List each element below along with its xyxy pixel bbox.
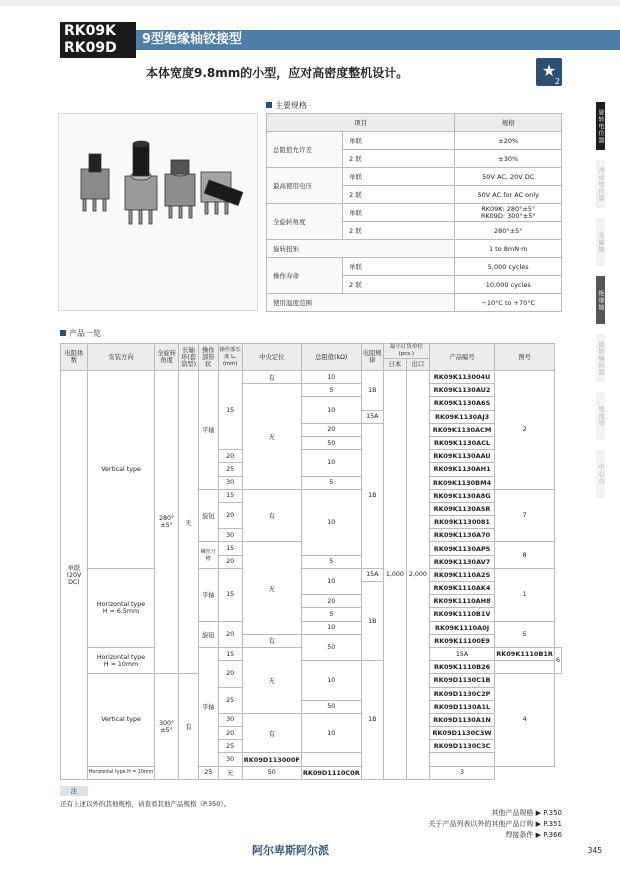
spec-header-row bbox=[267, 114, 562, 132]
col-res: 总阻值(kΩ) bbox=[301, 344, 361, 371]
spec-value: 50V AC, 20V DC bbox=[455, 168, 562, 186]
fig-cell: 7 bbox=[495, 489, 555, 542]
part-number: RK09K1110AK4 bbox=[429, 582, 494, 595]
part-number: RK09K1130AP5 bbox=[429, 542, 494, 555]
part-number: RK09D1130C2P bbox=[429, 687, 494, 700]
res-cell: 10 bbox=[301, 713, 361, 753]
len-cell: 30 bbox=[218, 529, 242, 542]
col-ring: 长轴环(套筒型) bbox=[179, 344, 199, 371]
product-photo bbox=[58, 113, 258, 311]
res-cell: 5 bbox=[301, 476, 361, 489]
taper-cell: 15A bbox=[429, 647, 494, 660]
col-taper: 电阻规律 bbox=[361, 344, 383, 371]
len-cell: 25 bbox=[218, 463, 242, 476]
fig-cell: 1 bbox=[495, 568, 555, 621]
ref-link[interactable]: 焊接条件 ▶ P.366 bbox=[505, 831, 562, 839]
center-cell: 无 bbox=[242, 542, 301, 634]
part-number: RK09K1130AAU bbox=[429, 450, 494, 463]
spec-section-title: 主要规格 bbox=[266, 100, 307, 111]
model-line-2: RK09D bbox=[64, 40, 117, 56]
ring-cell: 无 bbox=[179, 371, 199, 674]
len-cell: 15 bbox=[218, 489, 242, 502]
mount-cell: Vertical type bbox=[87, 371, 154, 569]
part-number: RK09K1110B1V bbox=[429, 608, 494, 621]
res-cell: 10 bbox=[301, 450, 361, 476]
model-line-1: RK09K bbox=[64, 23, 116, 39]
res-cell: 10 bbox=[301, 489, 361, 555]
col-moq: 最小订货单位 (pcs.) bbox=[383, 344, 429, 359]
spec-item: 全旋转角度 bbox=[267, 204, 343, 240]
ref-link[interactable]: 关于产品列表以外的其他产品订购 ▶ P.351 bbox=[428, 820, 562, 828]
part-number: RK09K1110AH8 bbox=[429, 595, 494, 608]
spec-table bbox=[266, 113, 562, 312]
col-units: 电阻体数 bbox=[61, 344, 88, 371]
spec-sub: 2 联 bbox=[343, 186, 455, 204]
part-number: RK09K1130ACL bbox=[429, 436, 494, 449]
part-number: RK09K1110B1R bbox=[495, 647, 555, 660]
center-cell: 无 bbox=[242, 647, 301, 713]
taper-cell: 15A bbox=[361, 410, 383, 423]
table-row bbox=[267, 132, 562, 150]
table-row bbox=[61, 568, 562, 581]
part-number: RK09K1110A2S bbox=[429, 568, 494, 581]
op-cell: 平轴 bbox=[199, 371, 219, 490]
part-number: RK09K1130AJ3 bbox=[429, 410, 494, 423]
len-cell: 25 bbox=[218, 687, 242, 713]
model-badge bbox=[60, 22, 136, 58]
spec-col-spec: 规格 bbox=[455, 114, 562, 132]
col-center: 中央定位 bbox=[242, 344, 301, 371]
subtitle: 本体宽度9.8mm的小型，应对高密度整机设计。 bbox=[146, 66, 409, 80]
part-number: RK09D1130A1N bbox=[429, 713, 494, 726]
spec-sub: 单联 bbox=[343, 168, 455, 186]
product-table bbox=[60, 343, 562, 780]
len-cell: 20 bbox=[218, 555, 242, 568]
fig-cell: 6 bbox=[554, 647, 561, 673]
spec-sub: 单联 bbox=[343, 132, 455, 150]
taper-cell: 1B bbox=[361, 371, 383, 411]
table-row bbox=[61, 766, 562, 779]
taper-cell: 1B bbox=[361, 423, 383, 568]
table-row bbox=[267, 294, 562, 312]
len-cell: 20 bbox=[218, 502, 242, 528]
part-number: RK09K1110B26 bbox=[429, 661, 494, 674]
res-cell: 50 bbox=[301, 700, 361, 713]
units-cell: 单联 (20V DC) bbox=[61, 371, 88, 780]
spec-sub: 2 联 bbox=[343, 276, 455, 294]
page-number: 345 bbox=[587, 846, 602, 855]
col-len: 操作部长度 Lₙ (mm) bbox=[218, 344, 242, 371]
table-row bbox=[61, 371, 562, 384]
spec-sub: 2 联 bbox=[343, 222, 455, 240]
part-number: RK09K11100E9 bbox=[429, 634, 494, 647]
note-text: 还有上述以外的其他规格，请查看其他产品规格（P.350）。 bbox=[60, 800, 231, 808]
res-cell: 10 bbox=[301, 661, 361, 701]
len-cell: 15 bbox=[218, 542, 242, 555]
col-fig: 图号 bbox=[495, 344, 555, 371]
center-cell: 无 bbox=[218, 766, 242, 779]
spec-sub: 2 联 bbox=[343, 150, 455, 168]
taper-cell: 15A bbox=[361, 568, 383, 581]
star-badge-sub: 2 bbox=[554, 77, 560, 86]
star-badge-icon bbox=[536, 58, 562, 86]
spec-value: 1 to 8mN·m bbox=[455, 240, 562, 258]
res-cell: 10 bbox=[301, 397, 361, 423]
angle-cell: 280°±5° bbox=[155, 371, 179, 674]
part-number: RK09K1130081 bbox=[429, 516, 494, 529]
spec-value: ±30% bbox=[455, 150, 562, 168]
note-tag: 注 bbox=[60, 786, 88, 796]
taper-cell: 1B bbox=[361, 661, 383, 780]
spec-value: 50V AC for AC only bbox=[455, 186, 562, 204]
res-cell: 10 bbox=[301, 568, 361, 594]
side-tab-center[interactable]: 中心点 bbox=[596, 450, 605, 498]
part-number: RK09K1130A8G bbox=[429, 489, 494, 502]
mount-cell: Vertical type bbox=[87, 674, 154, 766]
side-tabs bbox=[596, 102, 620, 508]
op-cell: 螺丝刀槽 bbox=[199, 542, 219, 568]
res-cell: 50 bbox=[301, 634, 361, 660]
len-cell: 15 bbox=[218, 568, 242, 621]
part-number: RK09K1130AH1 bbox=[429, 463, 494, 476]
res-cell: 5 bbox=[301, 555, 361, 568]
star-glyph: ★ bbox=[541, 61, 557, 80]
side-tab-battery[interactable]: 电池型 bbox=[596, 392, 605, 440]
res-cell: 10 bbox=[301, 371, 361, 384]
title-bar bbox=[136, 30, 620, 50]
table-row bbox=[267, 204, 562, 222]
part-number: RK09D1110C0R bbox=[301, 766, 361, 779]
len-cell: 20 bbox=[218, 661, 242, 687]
section-square-icon bbox=[266, 102, 272, 108]
center-cell: 有 bbox=[242, 713, 301, 753]
moq-ex-cell: 2,000 bbox=[406, 371, 429, 780]
section-square-icon bbox=[60, 330, 66, 336]
table-row bbox=[267, 168, 562, 186]
fig-cell: 5 bbox=[495, 621, 555, 647]
spec-value: RK09K: 280°±5° RK09D: 300°±5° bbox=[455, 204, 562, 222]
table-row bbox=[267, 240, 562, 258]
spec-sub: 单联 bbox=[343, 204, 455, 222]
op-cell: 平轴 bbox=[199, 568, 219, 621]
mount-cell: Horizontal type H = 10mm bbox=[87, 766, 154, 779]
table-row bbox=[267, 258, 562, 276]
angle-cell: 300°±5° bbox=[155, 674, 179, 780]
spec-item: 最高使用电压 bbox=[267, 168, 343, 204]
part-number: RK09D1130C1B bbox=[429, 674, 494, 687]
res-cell: 20 bbox=[301, 423, 361, 436]
res-cell: 50 bbox=[301, 436, 361, 449]
spec-sub: 单联 bbox=[343, 258, 455, 276]
res-cell: 50 bbox=[242, 766, 301, 779]
mount-cell: Horizontal type H = 6.5mm bbox=[87, 568, 154, 647]
len-cell: 30 bbox=[218, 713, 242, 726]
res-cell: 5 bbox=[301, 384, 361, 397]
len-cell: 25 bbox=[199, 766, 219, 779]
part-number: RK09K1110A0J bbox=[429, 621, 494, 634]
product-header-row bbox=[61, 344, 562, 359]
part-number: RK09K1130A6S bbox=[429, 397, 494, 410]
center-cell: 有 bbox=[242, 634, 301, 647]
part-number: RK09K1130AU2 bbox=[429, 384, 494, 397]
fig-cell: 3 bbox=[429, 766, 494, 779]
len-cell: 20 bbox=[218, 621, 242, 647]
col-ex: 出口 bbox=[406, 359, 429, 371]
fig-cell: 2 bbox=[495, 371, 555, 490]
ring-cell: 有 bbox=[179, 674, 199, 780]
part-number: RK09K1130A5R bbox=[429, 502, 494, 515]
len-cell: 15 bbox=[218, 371, 242, 450]
spec-item: 总阻值允许差 bbox=[267, 132, 343, 168]
side-tab-metal[interactable]: 金属轴 bbox=[596, 218, 605, 266]
spec-value: 5,000 cycles bbox=[455, 258, 562, 276]
col-op: 操作部形状 bbox=[199, 344, 219, 371]
len-cell: 30 bbox=[218, 753, 242, 766]
op-cell: 平轴 bbox=[199, 647, 219, 766]
mount-cell: Horizontal type H = 10mm bbox=[87, 647, 154, 673]
len-cell: 20 bbox=[218, 727, 242, 740]
part-number: RK09D1130C3C bbox=[429, 740, 494, 753]
res-cell: 5 bbox=[301, 608, 361, 621]
brand-name: 阿尔卑斯阿尔派 bbox=[252, 844, 329, 857]
res-cell: 10 bbox=[301, 621, 361, 634]
fig-cell: 8 bbox=[495, 542, 555, 568]
spec-item: 旋转扭矩 bbox=[267, 240, 455, 258]
part-number: RK09K1130ACM bbox=[429, 423, 494, 436]
side-tab-rotary[interactable]: 旋转电位器 bbox=[596, 102, 605, 150]
spec-item: 使用温度范围 bbox=[267, 294, 455, 312]
len-cell: 15 bbox=[218, 647, 242, 660]
products-section-title: 产品一览 bbox=[60, 328, 101, 339]
spec-value: 280°±5° bbox=[455, 222, 562, 240]
cross-references bbox=[428, 808, 562, 841]
fig-cell: 4 bbox=[495, 674, 555, 766]
center-cell: 有 bbox=[242, 489, 301, 542]
col-angle: 全旋转角度 bbox=[155, 344, 179, 371]
op-cell: 旋钮 bbox=[199, 621, 219, 647]
spec-col-item: 项目 bbox=[267, 114, 455, 132]
taper-cell: 1B bbox=[361, 582, 383, 661]
part-number: RK09D1130C3W bbox=[429, 727, 494, 740]
spec-value: ±20% bbox=[455, 132, 562, 150]
ref-link[interactable]: 其他产品规格 ▶ P.350 bbox=[491, 809, 562, 817]
spec-item: 操作寿命 bbox=[267, 258, 343, 294]
part-number: RK09D113000F bbox=[242, 753, 301, 766]
spec-value: −10°C to +70°C bbox=[455, 294, 562, 312]
part-number: RK09K1130BM4 bbox=[429, 476, 494, 489]
col-pn: 产品编号 bbox=[429, 344, 494, 371]
col-mount: 安装方向 bbox=[87, 344, 154, 371]
len-cell: 20 bbox=[218, 450, 242, 463]
part-number: RK09D1130A1L bbox=[429, 700, 494, 713]
spec-value: 10,000 cycles bbox=[455, 276, 562, 294]
potentiometer-illustration bbox=[59, 114, 259, 312]
page-title: 9型绝缘轴铰接型 bbox=[142, 32, 243, 47]
side-tab-encoder[interactable]: 旋转编码器 bbox=[596, 334, 605, 382]
part-number: RK09K1130A70 bbox=[429, 529, 494, 542]
part-number: RK09K113004U bbox=[429, 371, 494, 384]
center-cell: 无 bbox=[242, 384, 301, 490]
op-cell: 旋钮 bbox=[199, 489, 219, 542]
len-cell: 25 bbox=[218, 740, 242, 753]
res-cell: 20 bbox=[301, 595, 361, 608]
side-tab-insulated[interactable]: 绝缘轴 bbox=[596, 276, 605, 324]
side-tab-slide[interactable]: 滑动电位器 bbox=[596, 160, 605, 208]
top-rule bbox=[0, 0, 620, 6]
part-number: RK09K1130AV7 bbox=[429, 555, 494, 568]
col-jp: 日本 bbox=[383, 359, 406, 371]
center-cell: 有 bbox=[242, 371, 301, 384]
moq-jp-cell: 1,000 bbox=[383, 371, 406, 780]
len-cell: 30 bbox=[218, 476, 242, 489]
